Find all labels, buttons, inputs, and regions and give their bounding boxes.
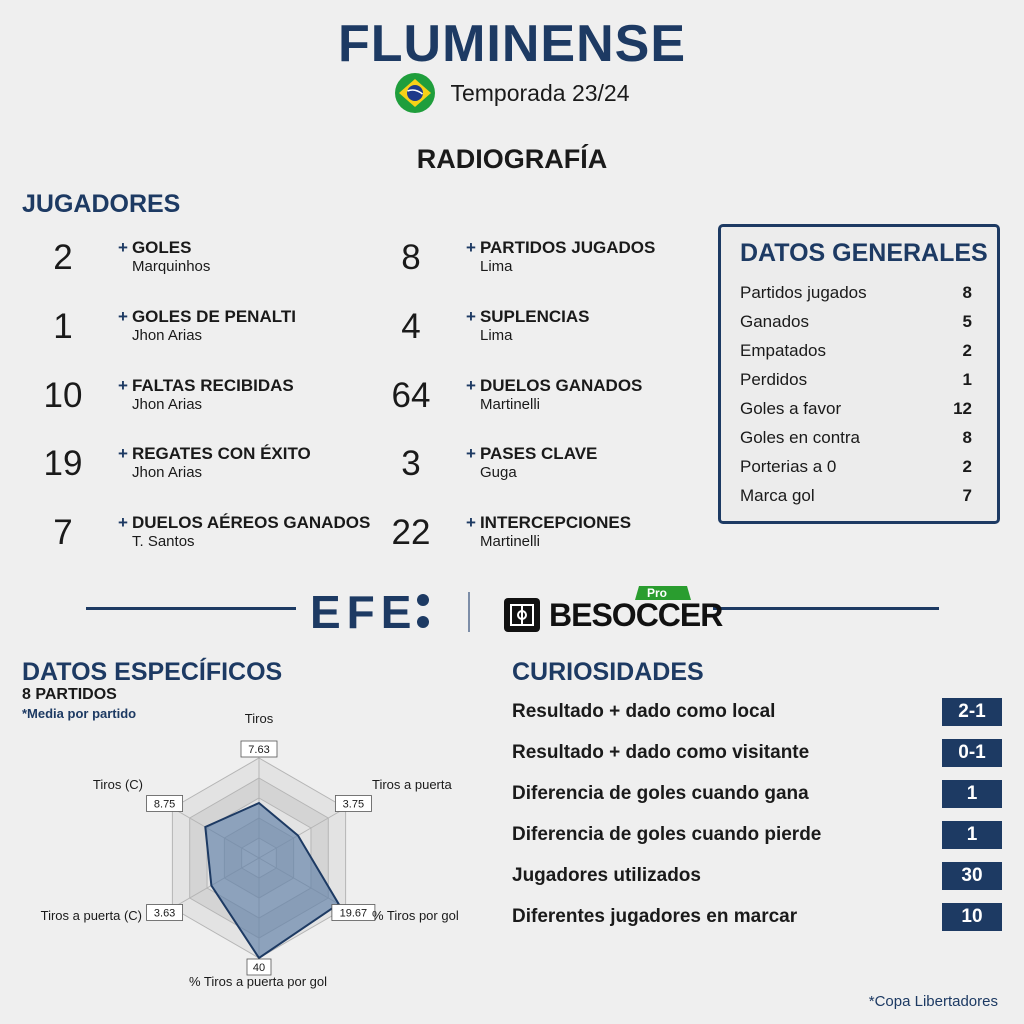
- curiosity-value-badge: 1: [942, 780, 1002, 808]
- plus-icon: +: [118, 513, 128, 532]
- leader-player: Jhon Arias: [132, 396, 203, 413]
- general-data-label: Empatados: [740, 341, 826, 360]
- leader-stat: + DUELOS GANADOS: [466, 376, 643, 395]
- leader-player: Lima: [480, 258, 513, 275]
- specific-data-note: *Media por partido: [22, 706, 137, 721]
- general-data-row: [740, 399, 972, 423]
- radar-value-label: 7.63: [248, 744, 270, 756]
- general-data-row: [740, 457, 972, 481]
- leader-stat: + SUPLENCIAS: [466, 307, 590, 326]
- leader-stat: + REGATES CON ÉXITO: [118, 444, 311, 463]
- curiosity-value-badge: 0-1: [942, 739, 1002, 767]
- leader-stat: + PARTIDOS JUGADOS: [466, 238, 656, 257]
- radar-axis-label: Tiros (C): [92, 777, 143, 792]
- radar-axis-label: Tiros a puerta (C): [40, 908, 142, 923]
- plus-icon: +: [118, 307, 128, 326]
- radar-chart: [0, 700, 500, 1000]
- player-leader: [18, 238, 338, 298]
- season-row: [0, 72, 1024, 114]
- leader-value: 64: [391, 376, 431, 415]
- radar-value-label: 19.67: [339, 907, 368, 920]
- leader-stat: + PASES CLAVE: [466, 444, 598, 463]
- page-subtitle: RADIOGRAFÍA: [416, 144, 608, 174]
- curiosity-label: Diferencia de goles cuando gana: [512, 783, 809, 804]
- leader-stat: + GOLES: [118, 238, 192, 257]
- leader-stat: + DUELOS AÉREOS GANADOS: [118, 513, 371, 532]
- efe-logo: EFE: [310, 588, 431, 636]
- general-data-row: [740, 283, 972, 307]
- plus-icon: +: [466, 238, 476, 257]
- leader-value: 10: [43, 376, 83, 415]
- divider-left: [86, 607, 296, 610]
- plus-icon: +: [118, 444, 128, 463]
- general-data-value: 1: [962, 370, 972, 389]
- brazil-flag-icon: [394, 72, 436, 114]
- leader-value: 2: [53, 238, 73, 277]
- curiosity-value-badge: 30: [942, 862, 1002, 890]
- leader-value: 1: [53, 307, 73, 346]
- leader-value: 8: [401, 238, 421, 277]
- leader-player: Martinelli: [480, 396, 541, 413]
- specific-data-title: DATOS ESPECÍFICOS: [22, 658, 283, 686]
- general-data-value: 2: [962, 341, 972, 360]
- curiosity-row: [512, 739, 1002, 769]
- player-leader: [366, 444, 686, 504]
- radar-value-label: 3.75: [342, 798, 365, 811]
- player-leader: [366, 376, 686, 436]
- radar-value-label: 3.63: [153, 907, 176, 920]
- curiosity-value-badge: 1: [942, 821, 1002, 849]
- general-data-row: [740, 312, 972, 336]
- general-data-row: [740, 428, 972, 452]
- player-leader: [366, 238, 686, 298]
- curiosity-row: [512, 862, 1002, 892]
- general-data-value: 7: [962, 486, 972, 505]
- curiosity-label: Resultado + dado como visitante: [512, 742, 810, 763]
- general-data-label: Goles a favor: [740, 399, 842, 418]
- leader-value: 19: [43, 444, 83, 483]
- leader-player: Marquinhos: [132, 258, 211, 275]
- player-leader: [366, 307, 686, 367]
- curiosities-title: CURIOSIDADES: [512, 658, 704, 686]
- general-data-label: Perdidos: [740, 370, 808, 389]
- footnote: *Copa Libertadores: [868, 993, 998, 1010]
- general-data-value: 8: [962, 283, 972, 302]
- curiosity-row: [512, 698, 1002, 728]
- general-data-row: [740, 341, 972, 365]
- leader-player: Jhon Arias: [132, 464, 203, 481]
- curiosity-label: Resultado + dado como local: [512, 701, 776, 722]
- radar-value-label: 8.75: [153, 798, 176, 811]
- general-data-value: 12: [953, 399, 972, 418]
- general-data-title: DATOS GENERALES: [740, 239, 988, 267]
- radar-value-label: 40: [252, 962, 266, 974]
- general-data-panel: [718, 224, 1000, 524]
- curiosity-label: Diferentes jugadores en marcar: [512, 906, 798, 927]
- curiosity-value-badge: 10: [942, 903, 1002, 931]
- leader-stat: + INTERCEPCIONES: [466, 513, 632, 532]
- leader-value: 3: [401, 444, 421, 483]
- general-data-value: 8: [962, 428, 972, 447]
- plus-icon: +: [118, 238, 128, 257]
- curiosity-value-badge: 2-1: [942, 698, 1002, 726]
- curiosity-label: Jugadores utilizados: [512, 865, 701, 886]
- leader-player: T. Santos: [132, 533, 195, 550]
- pro-badge: Pro: [647, 586, 668, 600]
- team-title: FLUMINENSE: [338, 15, 686, 73]
- leader-player: Jhon Arias: [132, 327, 203, 344]
- logo-separator: [468, 592, 470, 632]
- plus-icon: +: [466, 444, 476, 463]
- players-section-title: JUGADORES: [22, 190, 181, 218]
- radar-axis-label: % Tiros por gol: [372, 908, 459, 923]
- leader-value: 7: [53, 513, 73, 552]
- radar-axis-label: % Tiros a puerta por gol: [188, 974, 328, 989]
- general-data-value: 2: [962, 457, 972, 476]
- curiosity-row: [512, 780, 1002, 810]
- leader-value: 4: [401, 307, 421, 346]
- general-data-label: Goles en contra: [740, 428, 861, 447]
- curiosity-label: Diferencia de goles cuando pierde: [512, 824, 822, 845]
- general-data-row: [740, 486, 972, 510]
- leader-stat: + FALTAS RECIBIDAS: [118, 376, 294, 395]
- besoccer-logo: [503, 586, 723, 634]
- curiosity-row: [512, 821, 1002, 851]
- general-data-value: 5: [962, 312, 972, 331]
- leader-value: 22: [391, 513, 431, 552]
- player-leader: [18, 513, 371, 573]
- player-leader: [18, 444, 338, 504]
- curiosity-row: [512, 903, 1002, 933]
- plus-icon: +: [466, 513, 476, 532]
- plus-icon: +: [118, 376, 128, 395]
- plus-icon: +: [466, 376, 476, 395]
- leader-player: Guga: [480, 464, 517, 481]
- leader-stat: + GOLES DE PENALTI: [118, 307, 296, 326]
- radar-axis-label: Tiros: [244, 711, 274, 726]
- player-leader: [18, 376, 338, 436]
- season-label: Temporada 23/24: [450, 79, 630, 106]
- general-data-label: Porterias a 0: [740, 457, 837, 476]
- leader-player: Martinelli: [480, 533, 541, 550]
- general-data-row: [740, 370, 972, 394]
- general-data-label: Partidos jugados: [740, 283, 867, 302]
- player-leader: [18, 307, 338, 367]
- plus-icon: +: [466, 307, 476, 326]
- specific-data-subtitle: 8 PARTIDOS: [22, 686, 117, 703]
- general-data-label: Ganados: [740, 312, 809, 331]
- besoccer-wordmark: BESOCCER: [549, 597, 723, 633]
- general-data-label: Marca gol: [740, 486, 815, 505]
- radar-axis-label: Tiros a puerta: [372, 777, 452, 792]
- player-leader: [366, 513, 686, 573]
- divider-right: [713, 607, 939, 610]
- leader-player: Lima: [480, 327, 513, 344]
